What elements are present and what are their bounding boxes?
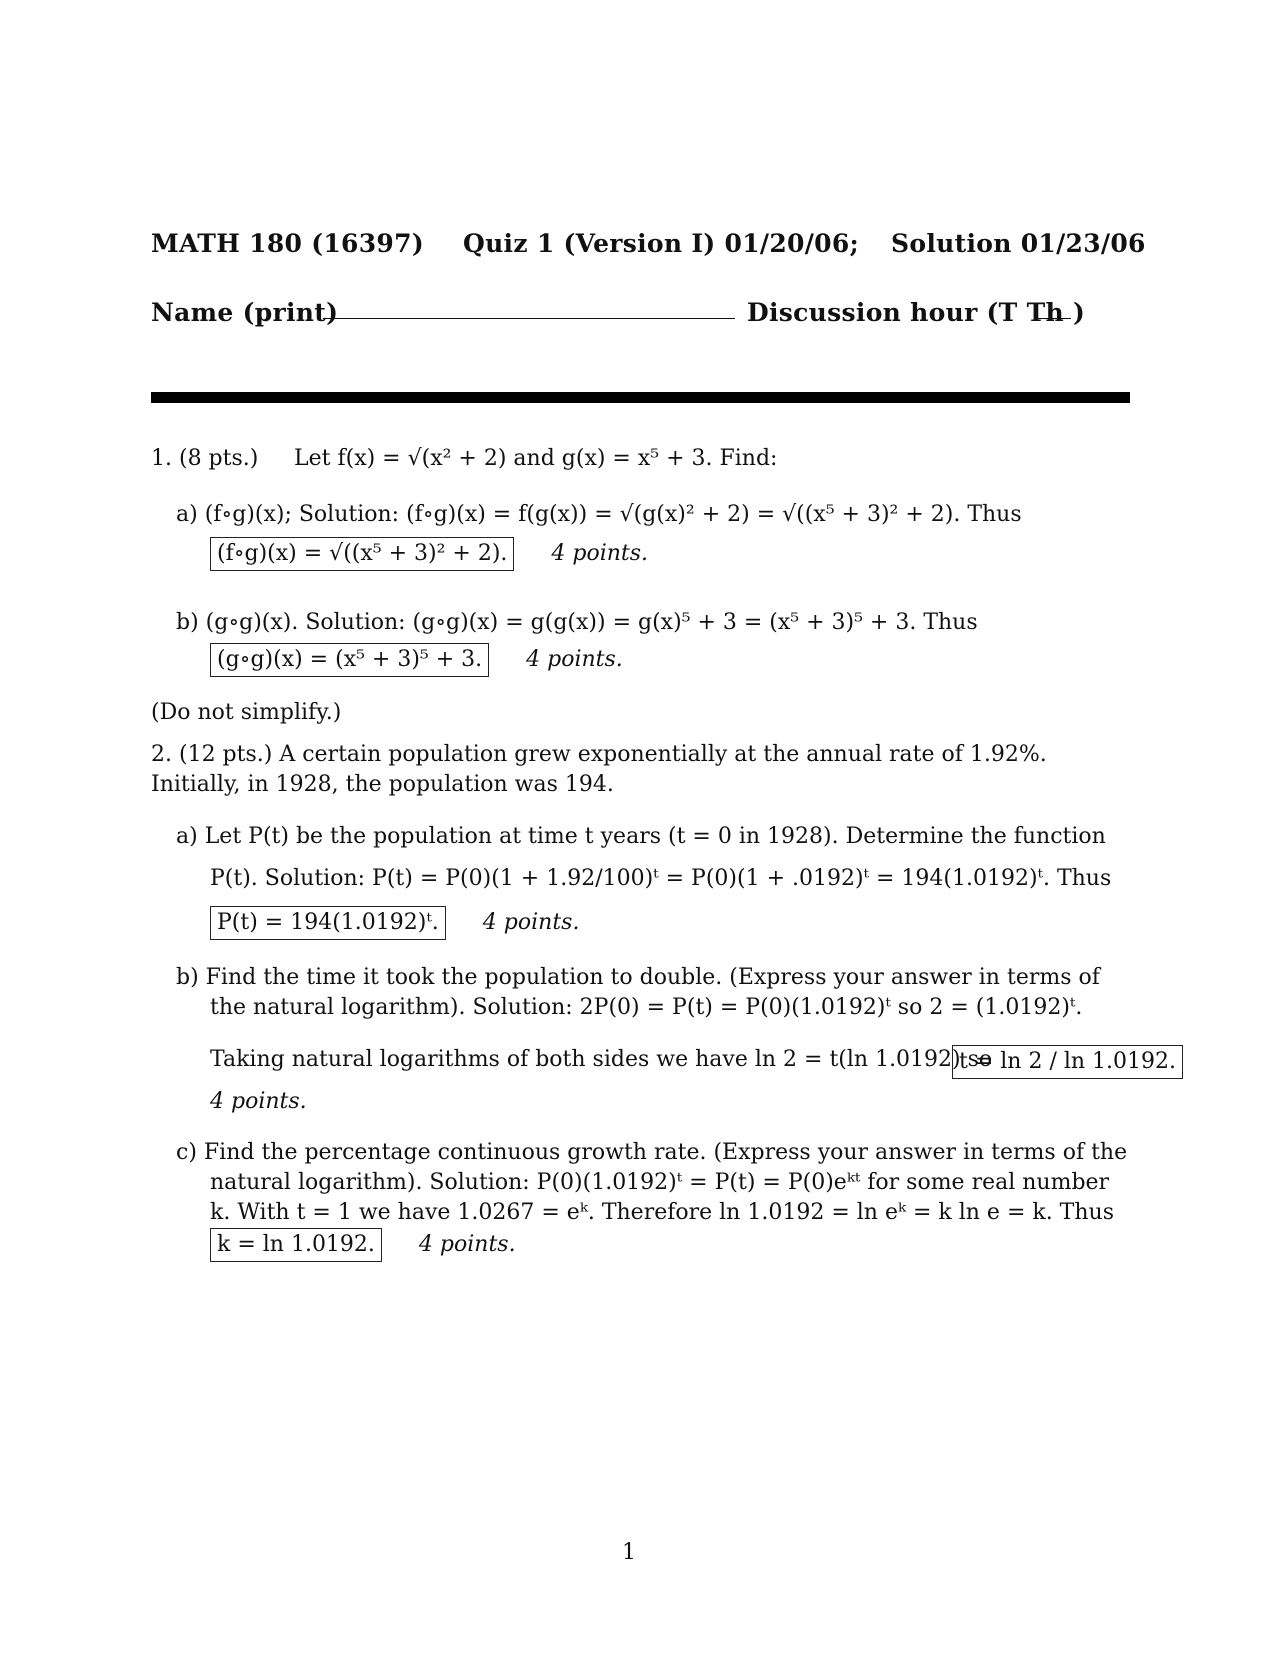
- discussion-label: Discussion hour (T Th: [747, 298, 1064, 327]
- q2a-answer-line: [210, 906, 579, 940]
- q2a-line2: P(t). Solution: P(t) = P(0)(1 + 1.92/100)ᵗ = P(0)(1 + .0192)ᵗ = 194(1.0192)ᵗ. Thus: [210, 866, 1112, 891]
- course-title: MATH 180 (16397): [151, 229, 424, 258]
- q2c-line1: c) Find the percentage continuous growth rate. (Express your answer in terms of the: [176, 1140, 1128, 1165]
- q1b-points: 4 points.: [526, 647, 623, 672]
- q2a-answer-box: P(t) = 194(1.0192)ᵗ.: [210, 906, 446, 940]
- q1-note: (Do not simplify.): [151, 700, 342, 725]
- q1a-answer-box: (f∘g)(x) = √((x⁵ + 3)² + 2).: [210, 537, 514, 571]
- q2b-answer-line: [952, 1045, 1183, 1079]
- q2b-line1: b) Find the time it took the population to double. (Express your answer in terms of: [176, 965, 1100, 990]
- q2b-points: [210, 1087, 307, 1117]
- q2c-line3: k. With t = 1 we have 1.0267 = eᵏ. Therefore ln 1.0192 = ln eᵏ = k ln e = k. Thus: [210, 1200, 1114, 1225]
- solution-date: Solution 01/23/06: [891, 229, 1146, 258]
- q2b-line3: Taking natural logarithms of both sides we have ln 2 = t(ln 1.0192) so: [210, 1047, 993, 1072]
- name-blank: [323, 296, 735, 319]
- q1-intro: 1. (8 pts.): [151, 446, 259, 471]
- q1b-prompt: b) (g∘g)(x). Solution: (g∘g)(x) = g(g(x)) = g(x)⁵ + 3 = (x⁵ + 3)⁵ + 3. Thus: [176, 610, 978, 635]
- q2a-points: 4 points.: [482, 910, 580, 935]
- q2c-points: 4 points.: [418, 1232, 516, 1257]
- q2a-line1: a) Let P(t) be the population at time t years (t = 0 in 1928). Determine the function: [176, 824, 1106, 849]
- q2b-points-text: 4 points.: [210, 1089, 307, 1114]
- q1b-answer-line: [210, 643, 623, 677]
- q1a-answer-line: [210, 537, 648, 571]
- q1-let-text: Let f(x) = √(x² + 2) and g(x) = x⁵ + 3. Find:: [294, 446, 778, 471]
- q1a-points: 4 points.: [551, 541, 649, 566]
- page-number: 1: [622, 1540, 636, 1565]
- q2c-answer-box: k = ln 1.0192.: [210, 1228, 382, 1262]
- q2c-line2: natural logarithm). Solution: P(0)(1.0192)ᵗ = P(t) = P(0)eᵏᵗ for some real number: [210, 1170, 1110, 1195]
- header-rule: [151, 392, 1130, 403]
- name-label: Name (print): [151, 298, 339, 327]
- q1a-prompt: a) (f∘g)(x); Solution: (f∘g)(x) = f(g(x)) = √(g(x)² + 2) = √((x⁵ + 3)² + 2). Thus: [176, 502, 1022, 527]
- discussion-close: ): [1073, 298, 1086, 327]
- q2c-answer-line: [210, 1228, 516, 1262]
- q2-intro: 2. (12 pts.) A certain population grew exponentially at the annual rate of 1.92%. Initially, in 1928, the population was 194.: [151, 742, 1047, 797]
- q2b-answer-box: t = ln 2 / ln 1.0192.: [952, 1045, 1183, 1079]
- q1b-answer-box: (g∘g)(x) = (x⁵ + 3)⁵ + 3.: [210, 643, 489, 677]
- quiz-title: Quiz 1 (Version I) 01/20/06;: [463, 229, 860, 258]
- discussion-blank: [1038, 296, 1071, 319]
- q2b-line2: the natural logarithm). Solution: 2P(0) = P(t) = P(0)(1.0192)ᵗ so 2 = (1.0192)ᵗ.: [210, 995, 1083, 1020]
